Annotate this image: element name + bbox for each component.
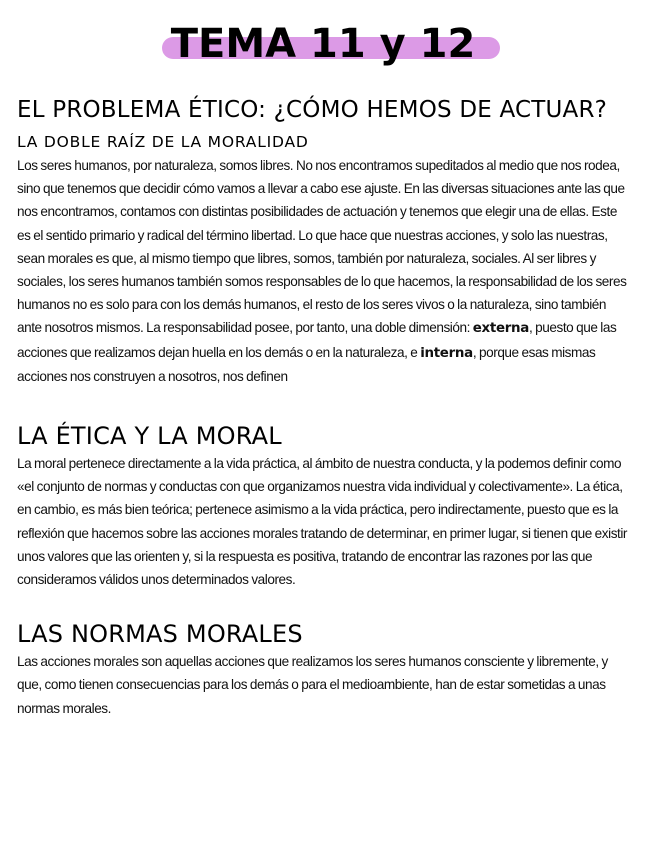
section-paragraph: Las acciones morales son aquellas acciones que realizamos los seres humanos consciente y libremente, y que, como tienen consecuencias para los demás o para el medioambiente, han de estar sometidas a unas normas morales. [17, 654, 608, 716]
document-title: TEMA 11 y 12 [170, 21, 476, 67]
title-block [0, 18, 646, 70]
section-problema-etico [17, 96, 633, 388]
bold-term-externa: externa [472, 321, 530, 337]
section-etica-moral [17, 422, 633, 591]
section-heading: LAS NORMAS MORALES [17, 620, 303, 649]
section-heading: EL PROBLEMA ÉTICO: ¿CÓMO HEMOS DE ACTUAR? [17, 97, 608, 123]
document-body [17, 96, 633, 720]
section-paragraph: La moral pertenece directamente a la vida práctica, al ámbito de nuestra conducta, y la podemos definir como «el conjunto de normas y conductas con que organizamos nuestra vida individual y colectivamente». La ética, en cambio, es más bien teórica; pertenece asimismo a la vida práctica, pero indirectamente, puesto que es la reflexión que hacemos sobre las acciones morales tratando de determinar, en primer lugar, si tienen que existir unos valores que las orienten y, si la respuesta es positiva, tratando de encontrar las razones por las que consideramos válidos unos determinados valores. [17, 456, 628, 588]
section-heading: LA ÉTICA Y LA MORAL [17, 422, 282, 451]
paragraph-text: , porque esas mismas acciones nos construyen a nosotros, nos definen [17, 344, 596, 384]
paragraph-text: Los seres humanos, por naturaleza, somos libres. No nos encontramos supeditados al medio que nos rodea, sino que tenemos que decidir cómo vamos a llevar a cabo ese ajuste. En las diversas situaciones ante las que nos encontramos, contamos con distintas posibilidades de actuación y tenemos que elegir una de ellas. Este es el sentido primario y radical del término libertad. Lo que hace que nuestras acciones, y solo las nuestras, sean morales es que, al mismo tiempo que libres, somos, también por naturaleza, sociales. Al ser libres y sociales, los seres humanos también somos responsables de lo que hacemos, la responsabilidad de los seres humanos no es solo para con los demás humanos, el resto de los seres vivos o la naturaleza, sino también ante nosotros mismos. La responsabilidad posee, por tanto, una doble dimensión: [17, 158, 627, 336]
bold-term-interna: interna [420, 345, 473, 361]
section-normas-morales [17, 620, 633, 720]
section-subheading: LA DOBLE RAÍZ DE LA MORALIDAD [17, 133, 309, 151]
paragraph-text: , puesto que las acciones que realizamos dejan huella en los demás o en la naturaleza, e [17, 320, 617, 360]
section-paragraph [17, 154, 633, 388]
